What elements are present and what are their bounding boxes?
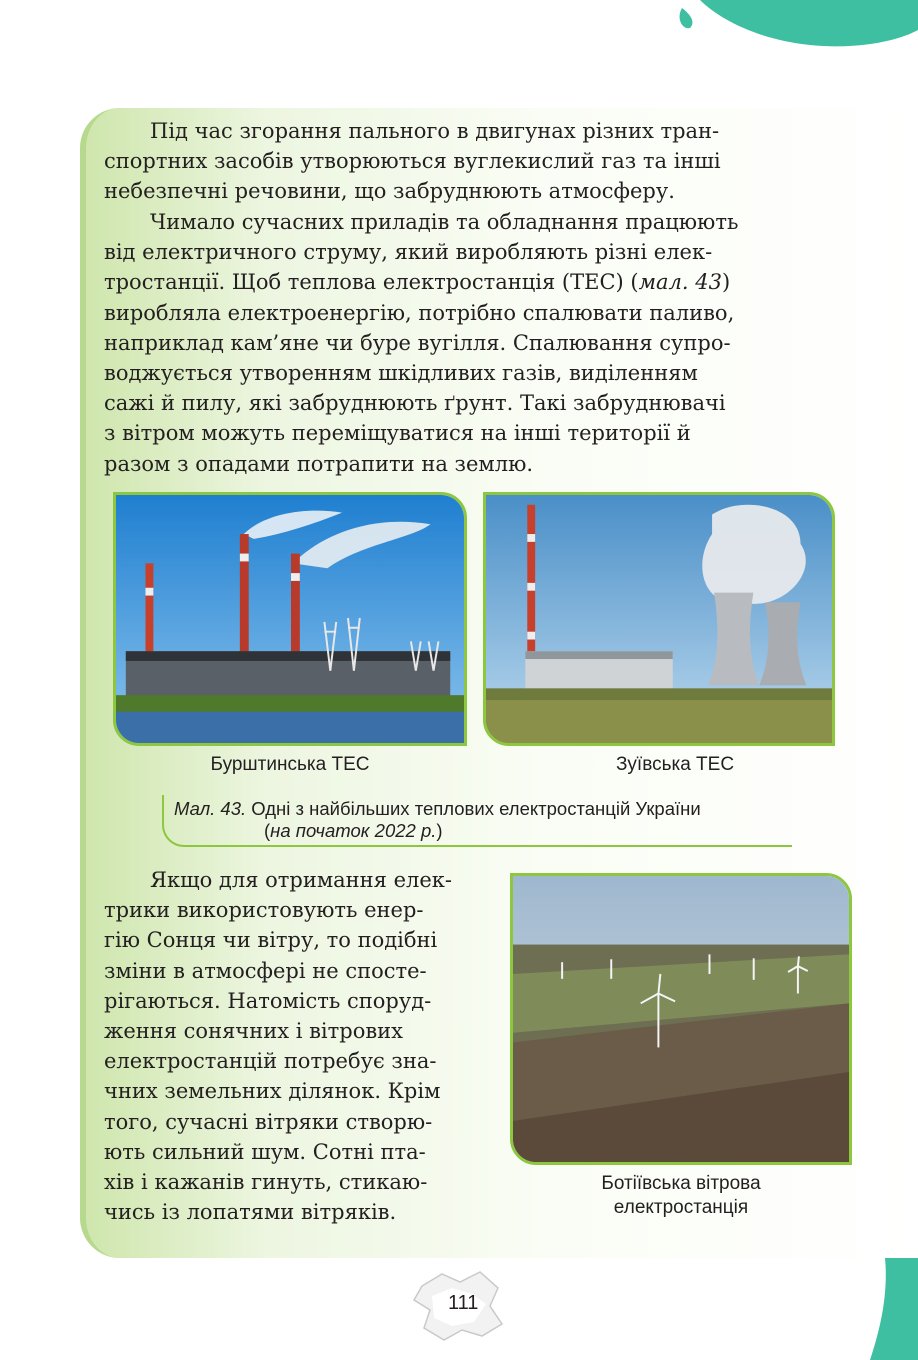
paragraph-2 (104, 207, 836, 479)
paragraph-1 (104, 116, 836, 207)
text-line: Якщо для отримання елек- (150, 868, 453, 892)
page-number: 111 (448, 1292, 479, 1314)
text-line: спортних засобів утворюються вуглекислий газ та інші (104, 149, 721, 174)
photo-burshtyn-tpp (113, 492, 467, 746)
caption-line-2: (на початок 2022 р.) (264, 820, 443, 841)
text-line: гію Сонця чи вітру, то подібні (104, 928, 438, 953)
text-line: Чимало сучасних приладів та обладнання працюють (150, 210, 739, 234)
text-line: чись із лопатями вітряків. (104, 1200, 397, 1225)
text-line: разом з опадами потрапити на землю. (104, 451, 534, 476)
figure-reference: мал. 43 (638, 270, 722, 295)
text-line: воджується утворенням шкідливих газів, виділенням (104, 361, 698, 386)
text-line: хів і кажанів гинуть, стикаю- (104, 1170, 428, 1195)
photo2-caption: Зуївська ТЕС (615, 754, 735, 775)
wind-photo-caption (540, 1172, 822, 1220)
paragraph-3 (104, 865, 488, 1227)
text-line: сажі й пилу, які забруднюють ґрунт. Такі забруднювачі (104, 391, 726, 416)
text-line: небезпечні речовини, що забруднюють атмосферу. (104, 179, 675, 204)
photo-botiivska-wind-farm (510, 873, 852, 1165)
text-line: Під час згорання пального в двигунах різних тран- (150, 119, 720, 143)
figure-caption (162, 795, 792, 847)
figure-label: Мал. 43. (174, 798, 247, 819)
text-line: ження сонячних і вітрових (104, 1019, 404, 1044)
top-right-decor (660, 0, 918, 60)
caption-line-1: Мал. 43. Одні з найбільших теплових електростанцій України (174, 798, 701, 819)
text-line: від електричного струму, який виробляють різні елек- (104, 240, 713, 265)
wind-caption-line-2: електростанція (613, 1197, 749, 1218)
photo-zuivska-tpp (483, 492, 835, 746)
text-line: трики використовують енер- (104, 898, 424, 923)
text-line: виробляла електроенергію, потрібно спалювати паливо, (104, 300, 735, 325)
text-line: зміни в атмосфері не спосте- (104, 958, 427, 983)
photo1-caption: Бурштинська ТЕС (210, 754, 370, 775)
text-line: ють сильний шум. Сотні пта- (104, 1139, 426, 1164)
text-line: чних земельних ділянок. Крім (104, 1079, 441, 1104)
text-line: того, сучасні вітряки створю- (104, 1109, 433, 1134)
text-line: наприклад кам’яне чи буре вугілля. Спалювання супро- (104, 330, 731, 355)
text-line: рігаються. Натомість споруд- (104, 988, 432, 1013)
text-line: з вітром можуть переміщуватися на інші території й (104, 421, 691, 446)
text-line: електростанцій потребує зна- (104, 1049, 437, 1074)
wind-caption-line-1: Ботіївська вітрова (601, 1173, 761, 1194)
text-line: тростанції. Щоб теплова електростанція (ТЕС) (мал. 43) (104, 270, 731, 295)
